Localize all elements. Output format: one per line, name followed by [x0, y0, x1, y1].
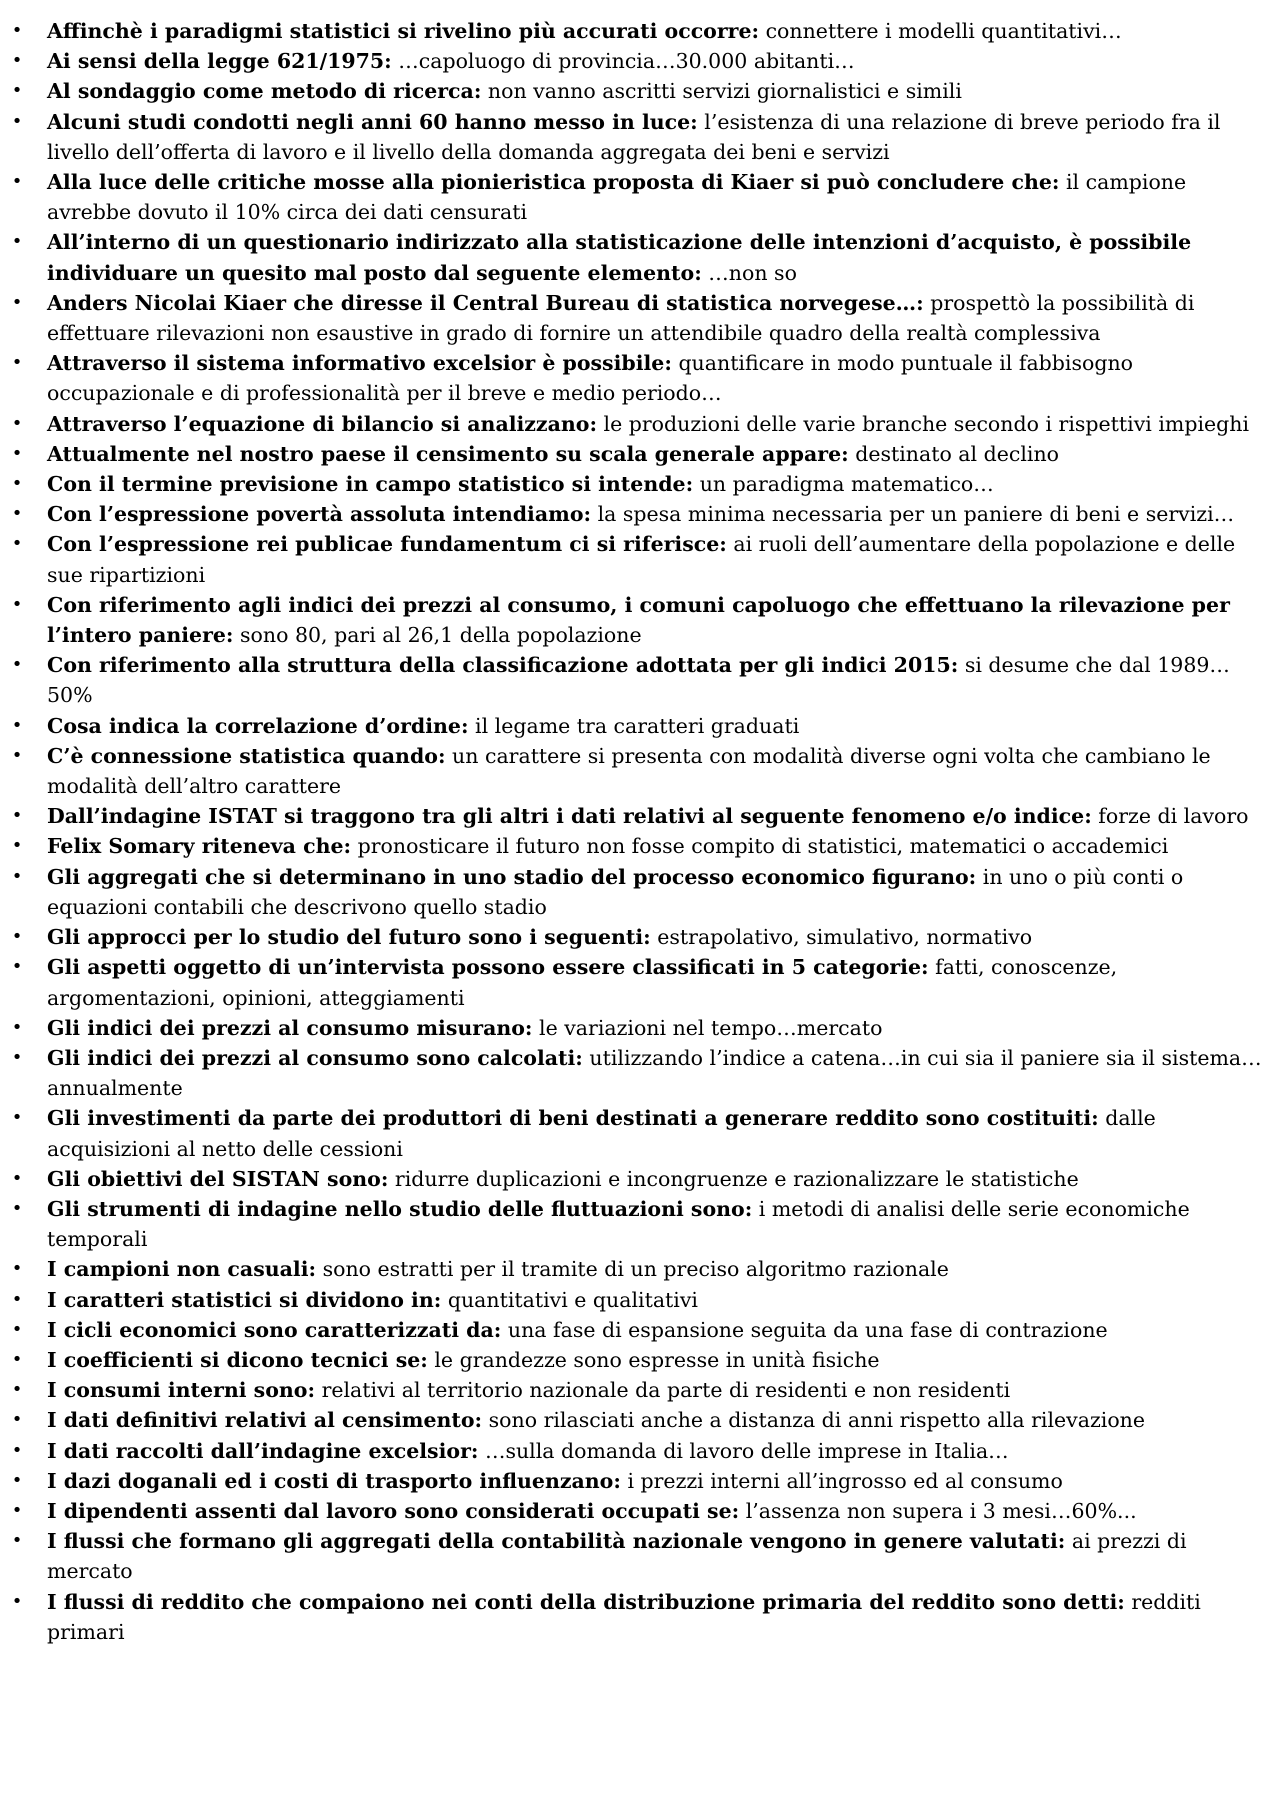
answer-text: sono 80, pari al 26,1 della popolazione [233, 623, 642, 648]
list-item [11, 922, 1272, 952]
question-text: Gli aspetti oggetto di un’intervista possono essere classificati in 5 categorie: [47, 955, 929, 980]
bullet-icon: • [11, 865, 23, 887]
answer-text: la spesa minima necessaria per un paniere di beni e servizi… [591, 502, 1235, 527]
list-item [11, 1315, 1272, 1345]
list-item [11, 499, 1272, 529]
bullet-icon: • [11, 744, 23, 766]
list-item [11, 1194, 1272, 1254]
list-item [11, 1466, 1272, 1496]
bullet-icon: • [11, 593, 23, 615]
bullet-icon: • [11, 20, 23, 41]
question-text: Affinchè i paradigmi statistici si rivelino più accurati occorre: [47, 19, 760, 43]
answer-text: estrapolativo, simulativo, normativo [650, 925, 1033, 950]
list-item [11, 1043, 1272, 1103]
list-item [11, 1375, 1272, 1405]
list-item [11, 1345, 1272, 1375]
answer-text: in uno o più conti o equazioni contabili che descrivono quello stadio [47, 864, 1184, 919]
list-item [11, 107, 1272, 167]
qa-bullet-list [11, 16, 1272, 1647]
question-text: Gli investimenti da parte dei produttori di beni destinati a generare reddito sono costituiti: [47, 1106, 1099, 1131]
question-text: Gli indici dei prezzi al consumo sono calcolati: [47, 1045, 583, 1070]
bullet-icon: • [11, 291, 23, 313]
bullet-icon: • [11, 80, 23, 102]
answer-text: …capoluogo di provincia…30.000 abitanti… [391, 49, 855, 74]
list-item [11, 831, 1272, 861]
answer-text: forze di lavoro [1091, 804, 1249, 829]
bullet-icon: • [11, 1046, 23, 1068]
bullet-icon: • [11, 926, 23, 948]
bullet-icon: • [11, 50, 23, 72]
list-item [11, 590, 1272, 650]
bullet-icon: • [11, 533, 23, 555]
question-text: Alcuni studi condotti negli anni 60 hanno messo in luce: [47, 109, 698, 134]
answer-text: …sulla domanda di lavoro delle imprese in Italia… [478, 1438, 1009, 1463]
question-text: Dall’indagine ISTAT si traggono tra gli altri i dati relativi al seguente fenomeno e/o indice: [47, 804, 1092, 829]
list-item [11, 46, 1272, 76]
bullet-icon: • [11, 1439, 23, 1461]
bullet-icon: • [11, 1288, 23, 1310]
answer-text: fatti, conoscenze, argomentazioni, opinioni, atteggiamenti [47, 955, 1118, 1010]
bullet-icon: • [11, 231, 23, 253]
answer-text: un carattere si presenta con modalità diverse ogni volta che cambiano le modalità dell’altro carattere [47, 743, 1211, 799]
list-item [11, 711, 1272, 741]
bullet-icon: • [11, 714, 23, 736]
answer-text: un paradigma matematico… [693, 472, 994, 497]
bullet-icon: • [11, 1107, 23, 1129]
answer-text: utilizzando l’indice a catena…in cui sia il paniere sia il sistema…annualmente [47, 1045, 1262, 1101]
question-text: Attraverso il sistema informativo excelsior è possibile: [47, 351, 672, 376]
bullet-icon: • [11, 1469, 23, 1491]
list-item [11, 741, 1272, 801]
list-item [11, 167, 1272, 227]
answer-text: quantitativi e qualitativi [441, 1287, 698, 1312]
bullet-icon: • [11, 1348, 23, 1370]
bullet-icon: • [11, 1258, 23, 1280]
answer-text: i prezzi interni all’ingrosso ed al consumo [620, 1468, 1063, 1493]
answer-text: ai prezzi di mercato [47, 1529, 1187, 1584]
question-text: I cicli economici sono caratterizzati da: [47, 1317, 502, 1342]
list-item [11, 1164, 1272, 1194]
answer-text: il campione avrebbe dovuto il 10% circa dei dati censurati [47, 170, 1187, 225]
list-item [11, 16, 1272, 46]
list-item [11, 1013, 1272, 1043]
answer-text: ridurre duplicazioni e incongruenze e razionalizzare le statistiche [388, 1166, 1079, 1191]
list-item [11, 1496, 1272, 1526]
question-text: Alla luce delle critiche mosse alla pionieristica proposta di Kiaer si può concludere che: [47, 170, 1060, 195]
question-text: Con il termine previsione in campo statistico si intende: [47, 472, 694, 497]
list-item [11, 439, 1272, 469]
bullet-icon: • [11, 1590, 23, 1612]
list-item [11, 801, 1272, 831]
bullet-icon: • [11, 1499, 23, 1521]
list-item [11, 1285, 1272, 1315]
list-item [11, 1405, 1272, 1435]
bullet-icon: • [11, 412, 23, 434]
list-item [11, 348, 1272, 408]
question-text: Al sondaggio come metodo di ricerca: [47, 79, 482, 104]
question-text: I dati definitivi relativi al censimento: [47, 1408, 483, 1433]
answer-text: relativi al territorio nazionale da parte di residenti e non residenti [315, 1378, 1011, 1403]
answer-text: l’assenza non supera i 3 mesi…60%... [739, 1498, 1137, 1523]
answer-text: …non so [701, 260, 797, 285]
question-text: Gli obiettivi del SISTAN sono: [47, 1166, 389, 1191]
question-text: Con riferimento agli indici dei prezzi al consumo, i comuni capoluogo che effettuano la rilevazione per l’intero paniere: [47, 592, 1230, 648]
answer-text: il legame tra caratteri graduati [468, 713, 800, 738]
list-item [11, 529, 1272, 589]
answer-text: quantificare in modo puntuale il fabbisogno occupazionale e di professionalità per il breve e medio periodo… [47, 351, 1134, 406]
question-text: Con l’espressione rei publicae fundamentum ci si riferisce: [47, 532, 727, 557]
list-item [11, 288, 1272, 348]
answer-text: ai ruoli dell’aumentare della popolazione e delle sue ripartizioni [47, 532, 1236, 587]
question-text: I flussi di reddito che compaiono nei conti della distribuzione primaria del reddito sono detti: [47, 1589, 1125, 1614]
list-item [11, 1526, 1272, 1586]
question-text: I campioni non casuali: [47, 1257, 317, 1282]
question-text: I consumi interni sono: [47, 1378, 316, 1403]
bullet-icon: • [11, 835, 23, 857]
question-text: I coefficienti si dicono tecnici se: [47, 1347, 428, 1372]
bullet-icon: • [11, 805, 23, 827]
bullet-icon: • [11, 654, 23, 676]
bullet-icon: • [11, 1197, 23, 1219]
question-text: I flussi che formano gli aggregati della contabilità nazionale vengono in genere valutati: [47, 1529, 1066, 1554]
answer-text: le produzioni delle varie branche secondo i rispettivi impieghi [597, 411, 1250, 436]
list-item [11, 409, 1272, 439]
question-text: Attualmente nel nostro paese il censimento su scala generale appare: [47, 441, 849, 466]
question-text: Felix Somary riteneva che: [47, 834, 352, 859]
list-item [11, 1436, 1272, 1466]
question-text: Con l’espressione povertà assoluta intendiamo: [47, 502, 592, 527]
answer-text: sono estratti per il tramite di un preciso algoritmo razionale [316, 1257, 949, 1282]
bullet-icon: • [11, 956, 23, 978]
answer-text: le grandezze sono espresse in unità fisiche [427, 1347, 880, 1372]
answer-text: i metodi di analisi delle serie economiche temporali [47, 1196, 1190, 1252]
question-text: Gli indici dei prezzi al consumo misurano: [47, 1015, 533, 1040]
question-text: Gli strumenti di indagine nello studio delle fluttuazioni sono: [47, 1196, 753, 1221]
list-item [11, 1587, 1272, 1647]
bullet-icon: • [11, 1409, 23, 1431]
list-item [11, 952, 1272, 1012]
question-text: Attraverso l’equazione di bilancio si analizzano: [47, 411, 598, 436]
question-text: All’interno di un questionario indirizzato alla statisticazione delle intenzioni d’acquisto, è possibile individuare un quesito mal posto dal seguente elemento: [47, 230, 1192, 285]
list-item [11, 1103, 1272, 1163]
answer-text: non vanno ascritti servizi giornalistici e simili [481, 79, 962, 104]
question-text: Cosa indica la correlazione d’ordine: [47, 713, 469, 738]
question-text: Con riferimento alla struttura della classificazione adottata per gli indici 2015: [47, 653, 959, 678]
bullet-icon: • [11, 442, 23, 464]
answer-text: pronosticare il futuro non fosse compito di statistici, matematici o accademici [351, 834, 1169, 859]
list-item [11, 1254, 1272, 1284]
answer-text: dalle acquisizioni al netto delle cessioni [47, 1106, 1156, 1161]
answer-text: destinato al declino [848, 441, 1059, 466]
bullet-icon: • [11, 352, 23, 374]
question-text: Gli aggregati che si determinano in uno stadio del processo economico figurano: [47, 864, 977, 889]
question-text: I caratteri statistici si dividono in: [47, 1287, 442, 1312]
answer-text: le variazioni nel tempo…mercato [532, 1015, 883, 1040]
bullet-icon: • [11, 1016, 23, 1038]
bullet-icon: • [11, 110, 23, 132]
question-text: I dati raccolti dall’indagine excelsior: [47, 1438, 479, 1463]
answer-text: sono rilasciati anche a distanza di anni rispetto alla rilevazione [482, 1408, 1146, 1433]
list-item [11, 76, 1272, 106]
answer-text: l’esistenza di una relazione di breve periodo fra il livello dell’offerta di lavoro e il livello della domanda aggregata dei beni e servizi [47, 109, 1221, 164]
bullet-icon: • [11, 171, 23, 193]
answer-text: una fase di espansione seguita da una fase di contrazione [501, 1317, 1108, 1342]
list-item [11, 862, 1272, 922]
bullet-icon: • [11, 1379, 23, 1401]
list-item [11, 650, 1272, 710]
bullet-icon: • [11, 473, 23, 495]
answer-text: si desume che dal 1989… 50% [47, 653, 1230, 708]
question-text: Gli approcci per lo studio del futuro sono i seguenti: [47, 925, 651, 950]
question-text: I dipendenti assenti dal lavoro sono considerati occupati se: [47, 1498, 740, 1523]
question-text: C’è connessione statistica quando: [47, 743, 446, 768]
answer-text: redditi primari [47, 1589, 1201, 1644]
question-text: Anders Nicolai Kiaer che diresse il Central Bureau di statistica norvegese…: [47, 290, 924, 315]
question-text: Ai sensi della legge 621/1975: [47, 49, 392, 74]
answer-text: connettere i modelli quantitativi… [759, 19, 1122, 43]
bullet-icon: • [11, 1167, 23, 1189]
list-item [11, 227, 1272, 287]
list-item [11, 469, 1272, 499]
bullet-icon: • [11, 1530, 23, 1552]
bullet-icon: • [11, 1318, 23, 1340]
answer-text: prospettò la possibilità di effettuare rilevazioni non esaustive in grado di fornire un attendibile quadro della realtà complessiva [47, 290, 1195, 346]
bullet-icon: • [11, 503, 23, 525]
question-text: I dazi doganali ed i costi di trasporto influenzano: [47, 1468, 621, 1493]
